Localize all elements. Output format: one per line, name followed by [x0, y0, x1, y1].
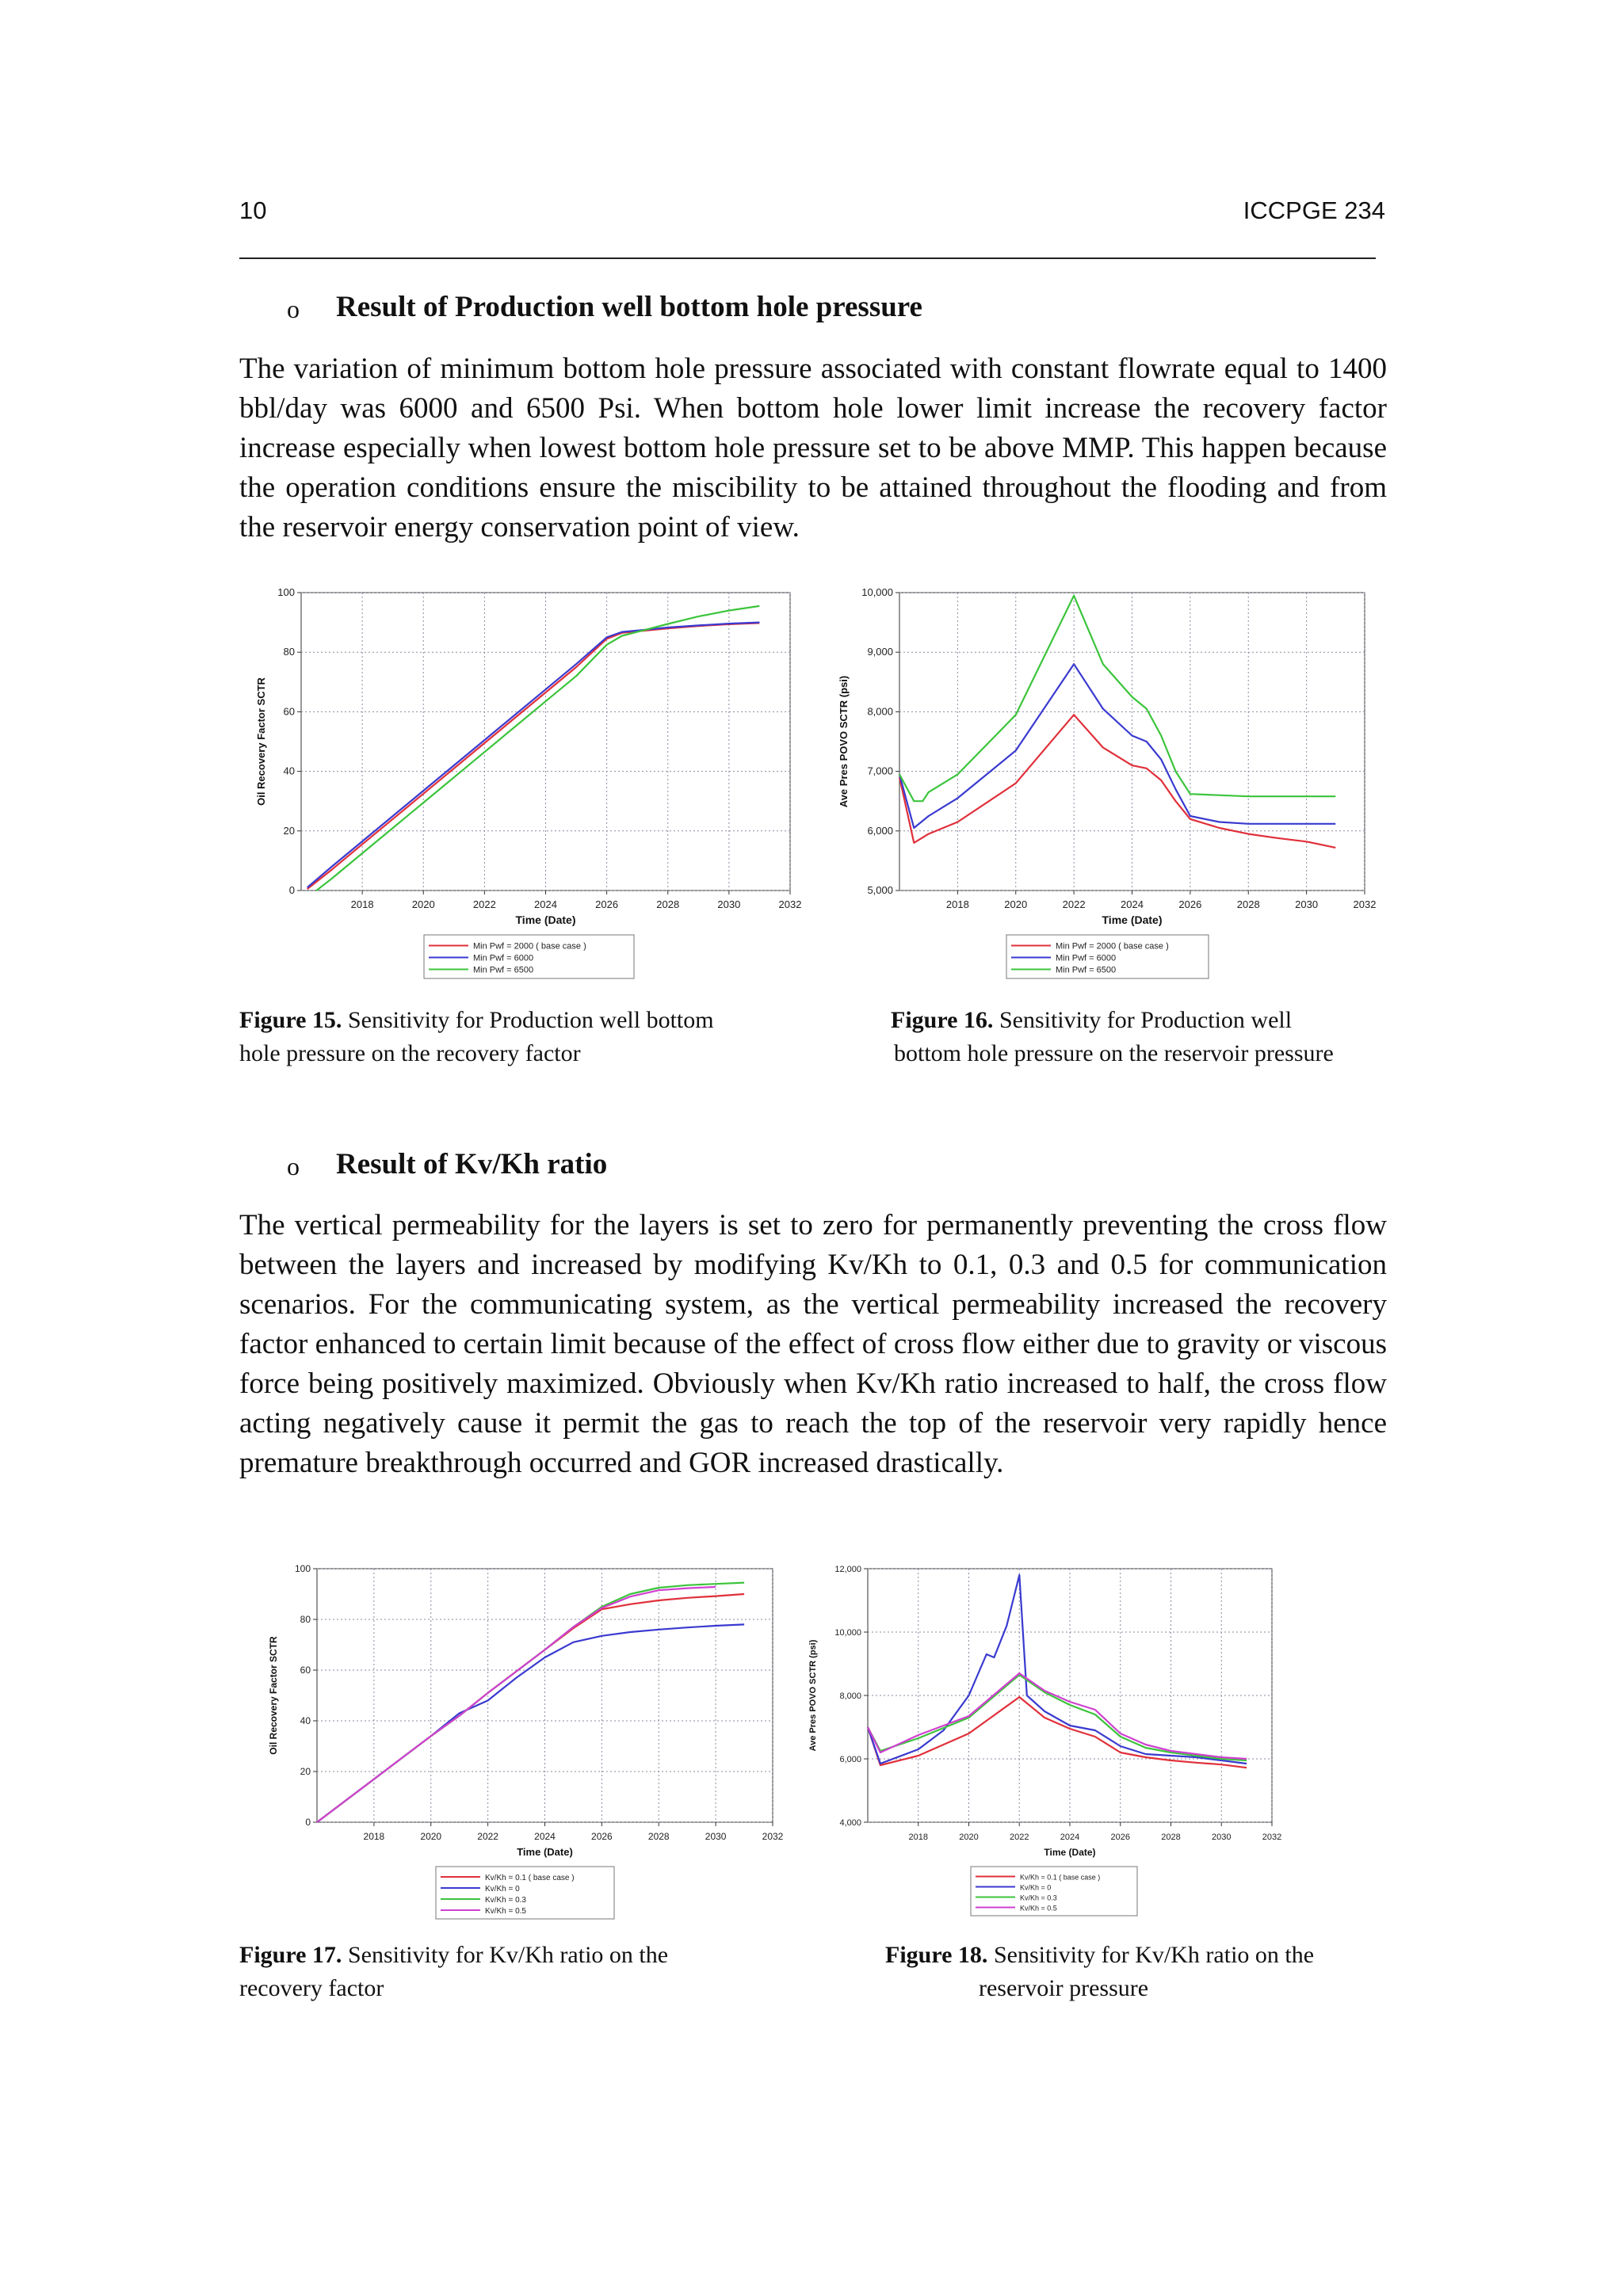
figure-15-caption-line2: hole pressure on the recovery factor	[239, 1040, 581, 1066]
section1-heading: Result of Production well bottom hole pressure	[336, 291, 922, 323]
y-axis-label: Oil Recovery Factor SCTR	[268, 1636, 279, 1755]
figure-18-caption-line2: reservoir pressure	[979, 1975, 1149, 2001]
legend-label: Kv/Kh = 0.5	[1020, 1904, 1057, 1913]
x-tick-label: 2018	[908, 1833, 928, 1842]
x-axis-label: Time (Date)	[1102, 913, 1163, 926]
x-tick-label: 2028	[1161, 1833, 1181, 1842]
legend-label: Min Pwf = 6500	[1056, 965, 1117, 975]
y-tick-label: 8,000	[839, 1691, 861, 1701]
figure-16-caption-line2: bottom hole pressure on the reservoir pressure	[894, 1040, 1334, 1066]
y-tick-label: 6,000	[867, 824, 893, 837]
figure-17-caption-line1: Sensitivity for Kv/Kh ratio on the	[342, 1942, 669, 1968]
x-tick-label: 2022	[1010, 1833, 1029, 1842]
x-tick-label: 2032	[1353, 898, 1377, 910]
figure-15-chart	[254, 585, 808, 981]
y-tick-label: 20	[283, 824, 295, 837]
legend-label: Kv/Kh = 0	[1020, 1883, 1052, 1892]
figure-15-caption-line1: Sensitivity for Production well bottom	[342, 1007, 714, 1033]
figure-18-caption	[885, 1939, 1392, 2005]
conference-id: ICCPGE 234	[1243, 196, 1385, 224]
x-tick-label: 2028	[647, 1831, 670, 1842]
section2-heading: Result of Kv/Kh ratio	[336, 1148, 608, 1180]
legend-label: Min Pwf = 2000 ( base case )	[473, 941, 586, 952]
y-tick-label: 10,000	[861, 586, 893, 598]
x-tick-label: 2020	[420, 1831, 442, 1842]
x-tick-label: 2026	[591, 1831, 613, 1842]
figure-18-caption-line1: Sensitivity for Kv/Kh ratio on the	[987, 1942, 1315, 1968]
x-tick-label: 2032	[1262, 1833, 1282, 1842]
y-tick-label: 8,000	[867, 705, 893, 718]
x-tick-label: 2024	[534, 1831, 556, 1842]
legend-label: Kv/Kh = 0.3	[1020, 1894, 1057, 1902]
x-tick-label: 2030	[1295, 898, 1319, 910]
x-tick-label: 2032	[778, 898, 802, 910]
y-tick-label: 80	[283, 646, 295, 658]
x-tick-label: 2022	[472, 898, 496, 910]
x-tick-label: 2020	[959, 1833, 979, 1842]
x-tick-label: 2028	[656, 898, 680, 910]
x-tick-label: 2030	[1212, 1833, 1232, 1842]
x-tick-label: 2022	[477, 1831, 498, 1842]
figure-17-caption	[239, 1939, 810, 2005]
x-tick-label: 2028	[1236, 898, 1260, 910]
y-tick-label: 40	[300, 1715, 311, 1726]
y-tick-label: 6,000	[839, 1755, 861, 1764]
section1-paragraph: The variation of minimum bottom hole pressure associated with constant flowrate equal to 1400 bbl/day was 6000 and 6500 Psi. When bottom hole lower limit increase the recovery factor increase especially when lowest bottom hole pressure set to be above MMP. This happen because the operation conditions ensure the miscibility to be attained throughout the flooding and from the reservoir energy conservation point of view.	[239, 353, 1387, 543]
y-tick-label: 100	[294, 1563, 311, 1574]
y-tick-label: 9,000	[867, 646, 893, 658]
x-tick-label: 2020	[1004, 898, 1028, 910]
legend-label: Min Pwf = 2000 ( base case )	[1056, 941, 1169, 952]
y-tick-label: 40	[283, 765, 295, 777]
x-axis-label: Time (Date)	[1044, 1847, 1096, 1858]
y-tick-label: 0	[288, 884, 295, 896]
section2-bullet: o	[287, 1152, 300, 1180]
y-tick-label: 12,000	[834, 1565, 861, 1574]
y-tick-label: 7,000	[867, 765, 893, 777]
figure-18-label: Figure 18.	[885, 1942, 988, 1968]
y-tick-label: 10,000	[834, 1628, 861, 1638]
x-tick-label: 2018	[363, 1831, 385, 1842]
figure-15-label: Figure 15.	[239, 1007, 342, 1033]
figure-17-caption-line2: recovery factor	[239, 1975, 384, 2001]
figure-18-chart	[804, 1557, 1296, 1921]
x-tick-label: 2022	[1062, 898, 1086, 910]
legend-label: Kv/Kh = 0.3	[485, 1896, 526, 1905]
x-axis-label: Time (Date)	[515, 913, 576, 926]
x-tick-label: 2026	[595, 898, 619, 910]
legend-label: Kv/Kh = 0.1 ( base case )	[485, 1874, 575, 1882]
x-tick-label: 2018	[350, 898, 374, 910]
x-tick-label: 2020	[411, 898, 435, 910]
x-tick-label: 2024	[1060, 1833, 1080, 1842]
x-tick-label: 2030	[717, 898, 741, 910]
page-number: 10	[239, 196, 267, 224]
y-tick-label: 5,000	[867, 884, 893, 896]
x-tick-label: 2030	[705, 1831, 727, 1842]
section2-paragraph: The vertical permeability for the layers is set to zero for permanently preventing the cross flow between the layers and increased by modifying Kv/Kh to 0.1, 0.3 and 0.5 for communication scenarios. For the communicating system, as the vertical permeability increased the recovery factor enhanced to certain limit because of the effect of cross flow either due to gravity or viscous force being positively maximized. Obviously when Kv/Kh ratio increased to half, the cross flow acting negatively cause it permit the gas to reach the top of the reservoir very rapidly hence premature breakthrough occurred and GOR increased drastically.	[239, 1209, 1387, 1479]
legend-label: Kv/Kh = 0.5	[485, 1907, 526, 1916]
figure-16-caption	[891, 1004, 1398, 1070]
y-tick-label: 20	[300, 1766, 311, 1777]
y-axis-label: Ave Pres POVO SCTR (psi)	[808, 1639, 818, 1752]
legend-label: Kv/Kh = 0	[485, 1885, 520, 1894]
y-axis-label: Oil Recovery Factor SCTR	[255, 677, 267, 806]
legend-label: Min Pwf = 6500	[473, 965, 534, 975]
x-tick-label: 2018	[945, 898, 969, 910]
header-rule	[239, 257, 1376, 259]
y-tick-label: 0	[305, 1817, 311, 1828]
x-axis-label: Time (Date)	[517, 1846, 573, 1858]
x-tick-label: 2032	[762, 1831, 784, 1842]
figure-17-chart	[265, 1557, 789, 1921]
y-tick-label: 80	[300, 1614, 311, 1625]
y-tick-label: 60	[283, 705, 295, 718]
x-tick-label: 2026	[1178, 898, 1202, 910]
x-tick-label: 2024	[1121, 898, 1144, 910]
y-axis-label: Ave Pres POVO SCTR (psi)	[838, 675, 850, 808]
legend-label: Kv/Kh = 0.1 ( base case )	[1020, 1873, 1101, 1882]
legend-label: Min Pwf = 6000	[1056, 953, 1117, 963]
y-tick-label: 4,000	[839, 1818, 861, 1828]
figure-15-caption	[239, 1004, 810, 1070]
figure-16-label: Figure 16.	[891, 1007, 994, 1033]
figure-17-label: Figure 17.	[239, 1942, 342, 1968]
x-tick-label: 2024	[534, 898, 557, 910]
figure-16-chart	[836, 585, 1391, 981]
legend-label: Min Pwf = 6000	[473, 953, 534, 963]
x-tick-label: 2026	[1110, 1833, 1130, 1842]
figure-16-caption-line1: Sensitivity for Production well	[993, 1007, 1293, 1033]
section1-bullet: o	[287, 295, 300, 323]
y-tick-label: 100	[277, 586, 295, 598]
y-tick-label: 60	[300, 1665, 311, 1676]
